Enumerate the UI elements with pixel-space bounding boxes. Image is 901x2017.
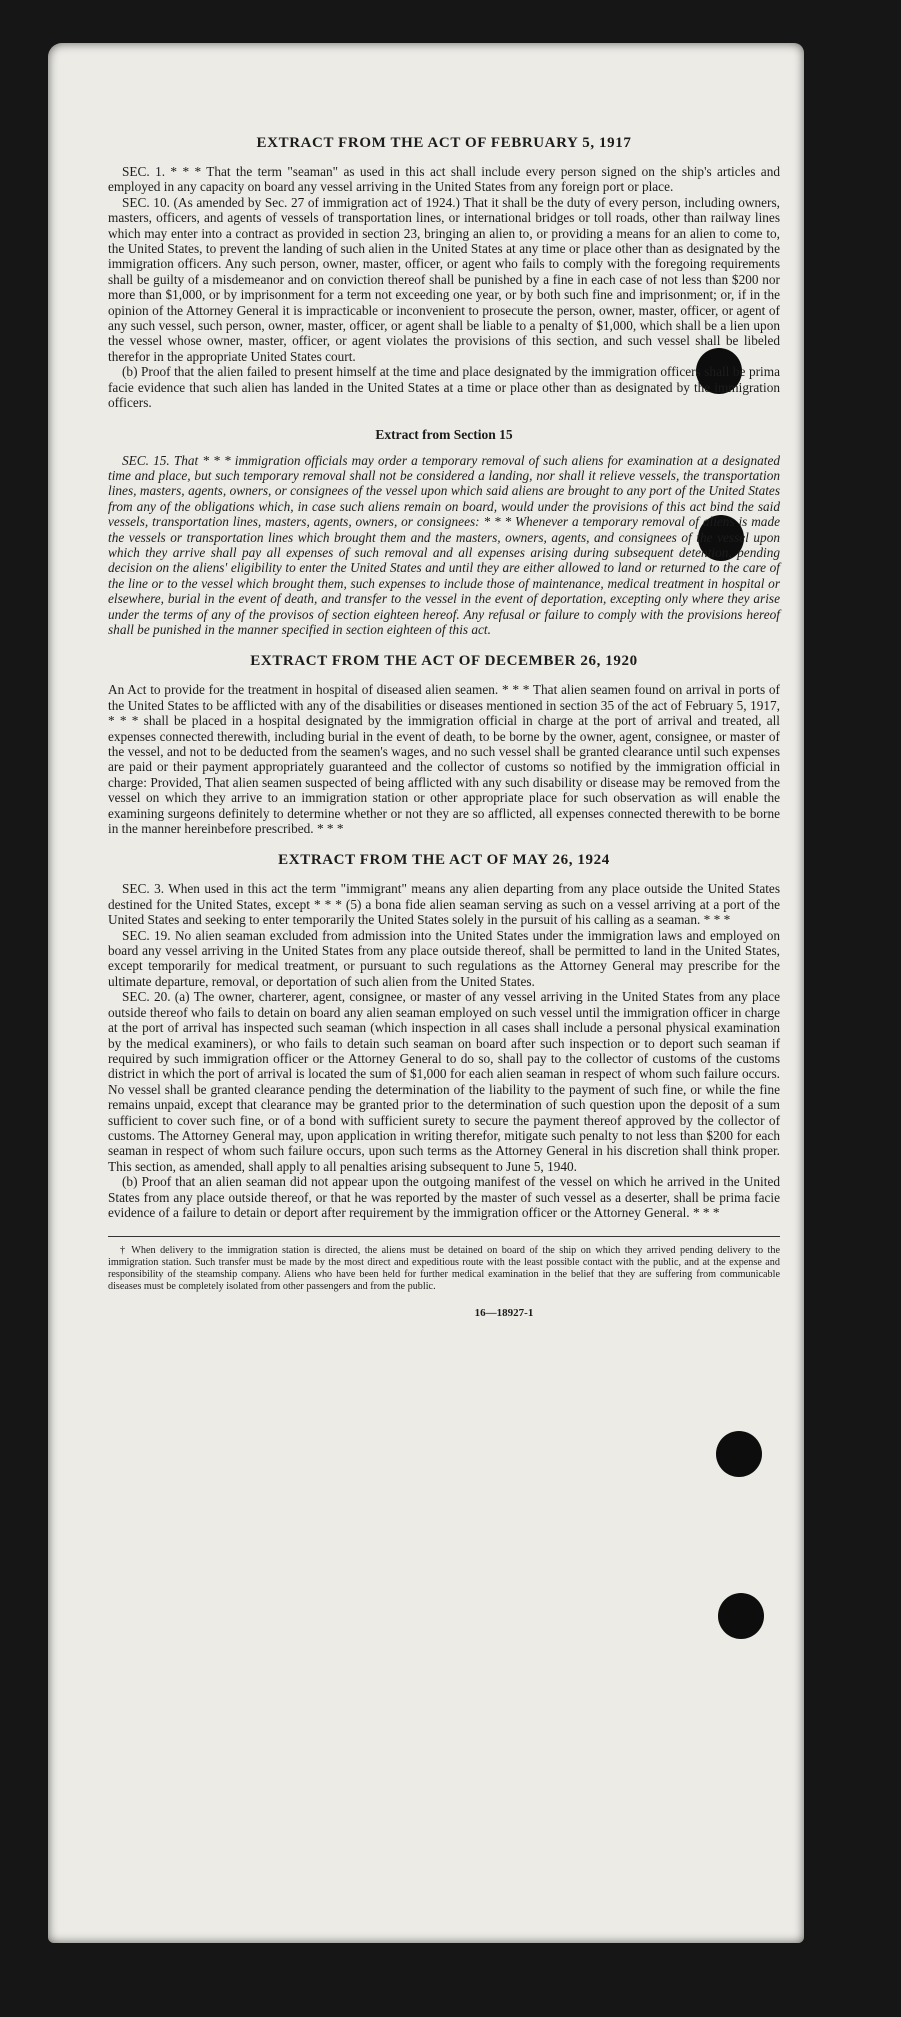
paragraph: SEC. 3. When used in this act the term "immigrant" means any alien departing from any place outside the United States destined for the United States, except * * * (5) a bona fide alien seaman serving as such on a vessel arriving at a port of the United States and seeking to enter temporarily the United States solely in the pursuit of his calling as a seaman. * * * (108, 881, 780, 928)
paragraph: (b) Proof that the alien failed to present himself at the time and place designated by the immigration officers shall be prima facie evidence that such alien has landed in the United States at a time or place other than as designated by the immigration officers. (108, 364, 780, 411)
section-act-feb-1917 (108, 135, 780, 411)
section-extract-sec-15 (108, 427, 780, 638)
section-act-dec-1920 (108, 653, 780, 836)
paragraph: SEC. 15. That * * * immigration officials may order a temporary removal of such aliens for examination at a designated time and place, but such temporary removal shall not be considered a landing, nor shall it relieve vessels, the transportation lines, masters, agents, owners, or consignees of the vessel upon which said aliens are brought to any port of the United States from any of the obligations which, in case such aliens remain on board, would under the provisions of this act bind the said vessels, transportation lines, masters, agents, owners, or consignees: * * * Whenever a temporary removal of aliens is made the vessels or transportation lines which brought them and the masters, owners, agents, and consignees of the vessel upon which they arrive shall pay all expenses of such removal and all expenses arising during subsequent detention, pending decision on the aliens' eligibility to enter the United States and until they are either allowed to land or returned to the care of the line or to the vessel which brought them, such expenses to include those of maintenance, medical treatment in hospital or elsewhere, burial in the event of death, and transfer to the vessel in the event of deportation, excepting only where they arise under the terms of any of the provisos of section eighteen hereof. Any refusal or failure to comply with the provisions hereof shall be punished in the manner specified in section eighteen of this act. (108, 452, 780, 637)
paragraph: SEC. 20. (a) The owner, charterer, agent, consignee, or master of any vessel arriving in the United States from any place outside thereof who fails to detain on board any alien seaman employed on such vessel until the immigration officer in charge at the port of arrival has inspected such seaman (which inspection in all cases shall include a personal physical examination by the medical examiners), or who fails to detain such seaman on board after such inspection or to deport such seaman if required by such immigration officer or the Attorney General to do so, shall pay to the collector of customs of the customs district in which the port of arrival is located the sum of $1,000 for each alien seaman in respect of whom such failure occurs. No vessel shall be granted clearance pending the determination of the liability to the payment of such fine, or while the fine remains unpaid, except that clearance may be granted prior to the determination of such question upon the deposit of a sum sufficient to cover such fine, or of a bond with sufficient surety to secure the payment thereof approved by the collector of customs. The Attorney General may, upon application in writing therefor, mitigate such penalty to not less than $200 for each seaman in respect of whom such failure occurs, upon such terms as the Attorney General in his discretion shall think proper. This section, as amended, shall apply to all penalties arising subsequent to June 5, 1940. (108, 989, 780, 1174)
form-number: 16—18927-1 (474, 1307, 534, 1320)
punch-hole (718, 1593, 764, 1639)
paragraph: SEC. 19. No alien seaman excluded from admission into the United States under the immigration laws and employed on board any vessel arriving in the United States from any place outside thereof, shall be permitted to land in the United States, except temporarily for medical treatment, or pursuant to such regulations as the Attorney General may prescribe for the ultimate departure, removal, or deportation of such alien from the United States. (108, 927, 780, 989)
document-sheet (48, 43, 804, 1943)
footnote: † When delivery to the immigration station is directed, the aliens must be detained on board of the ship on which they arrived pending delivery to the immigration station. Such transfer must be made by the most direct and expeditious route with the least possible contact with the public, and at the expense and responsibility of the steamship company. Aliens who have been held for further medical examination in the belief that they are suffering from communicable diseases must be completely isolated from other passengers and from the public. (108, 1245, 780, 1293)
section-heading: EXTRACT FROM THE ACT OF DECEMBER 26, 1920 (250, 653, 638, 670)
paragraph: SEC. 1. * * * That the term "seaman" as used in this act shall include every person signed on the ship's articles and employed in any capacity on board any vessel arriving in the United States from any foreign port or place. (108, 164, 780, 195)
section-heading: EXTRACT FROM THE ACT OF MAY 26, 1924 (278, 852, 610, 869)
section-heading: EXTRACT FROM THE ACT OF FEBRUARY 5, 1917 (256, 135, 632, 151)
paragraph: (b) Proof that an alien seaman did not appear upon the outgoing manifest of the vessel on which he arrived in the United States from any place outside thereof, or that he was reported by the master of such vessel as a deserter, shall be prima facie evidence of a failure to detain or deport after requirement by the immigration officer or the Attorney General. * * * (108, 1174, 780, 1220)
section-subheading: Extract from Section 15 (375, 426, 513, 442)
paragraph: An Act to provide for the treatment in hospital of diseased alien seamen. * * * That alien seamen found on arrival in ports of the United States to be afflicted with any of the disabilities or diseases mentioned in section 35 of the act of February 5, 1917, * * * shall be placed in a hospital designated by the immigration official in charge at the port of arrival and treated, all expenses connected therewith, including burial in the event of death, to be borne by the owner, agent, consignee, or master of the vessel, and not to be deducted from the seamen's wages, and no such vessel shall be granted clearance until such expenses are paid or their payment appropriately guaranteed and the collector of customs so notified by the immigration official in charge: Provided, That alien seamen suspected of being afflicted with any such disability or disease may be removed from the vessel on which they arrive to an immigration station or other appropriate place for such observation as will enable the examining surgeons definitely to determine whether or not they are so afflicted, all expenses connected therewith to be borne in the manner hereinbefore prescribed. * * * (108, 682, 780, 837)
punch-hole (716, 1431, 762, 1477)
section-act-may-1924 (108, 852, 780, 1220)
footnote-divider (108, 1236, 780, 1237)
paragraph: SEC. 10. (As amended by Sec. 27 of immigration act of 1924.) That it shall be the duty of every person, including owners, masters, officers, and agents of vessels of transportation lines, or international bridges or toll roads, other than railway lines which may enter into a contract as provided in section 23, bringing an alien to, or providing a means for an alien to come to, the United States, to prevent the landing of such alien in the United States at any time or place other than as designated by the immigration officers. Any such person, owner, master, officer, or agent who fails to comply with the foregoing requirements shall be guilty of a misdemeanor and on conviction thereof shall be punished by a fine in each case of not less than $200 nor more than $1,000, or by imprisonment for a term not exceeding one year, or by both such fine and imprisonment; or, if in the opinion of the Attorney General it is impracticable or inconvenient to prosecute the person, owner, master, officer, or agent of any such vessel, such person, owner, master, officer, or agent shall be liable to a penalty of $1,000, which shall be a lien upon the vessel whose owner, master, officer, or agent violates the provisions of this section, and such vessel shall be libeled therefor in the appropriate United States court. (108, 194, 780, 364)
document-body (108, 135, 780, 1319)
